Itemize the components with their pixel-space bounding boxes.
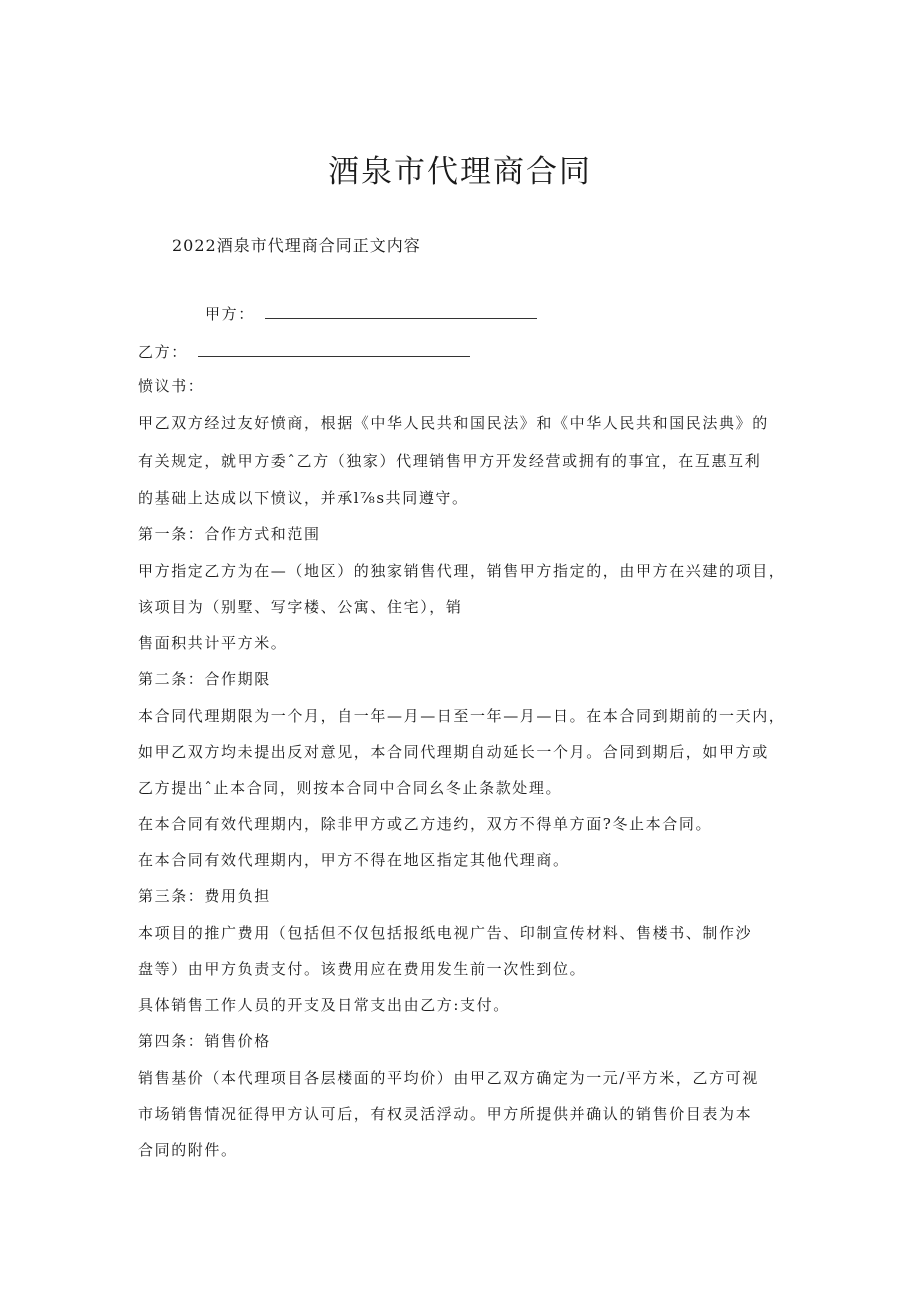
party-a-blank bbox=[265, 304, 537, 319]
body-line: 该项目为（别墅、写字楼、公寓、住宅），销 bbox=[138, 598, 463, 616]
body-line: 有关规定，就甲方委ˆ乙方（独家）代理销售甲方开发经营或拥有的事宜，在互惠互利 bbox=[138, 452, 762, 470]
body-line: 甲乙双方经过友好愤商，根据《中华人民共和国民法》和《中华人民共和国民法典》的 bbox=[138, 414, 769, 432]
body-line: 的基础上达成以下愤议，并承l⅞s共同遵守。 bbox=[138, 489, 469, 507]
body-line: 售面积共计平方米。 bbox=[138, 634, 288, 652]
body-line: 愤议书： bbox=[138, 377, 205, 395]
section-heading: 第三条：费用负担 bbox=[138, 887, 271, 905]
party-a-label: 甲方： bbox=[205, 305, 255, 323]
document-subtitle: 2022酒泉市代理商合同正文内容 bbox=[172, 236, 421, 255]
party-b-label: 乙方： bbox=[138, 343, 188, 361]
body-line: 本项目的推广费用（包括但不仅包括报纸电视广告、印制宣传材料、售楼书、制作沙 bbox=[138, 924, 753, 942]
body-line: 具体销售工作人员的开支及日常支出由乙方:支付。 bbox=[138, 996, 510, 1014]
section-heading: 第二条：合作期限 bbox=[138, 670, 271, 688]
body-line: 市场销售情况征得甲方认可后，有权灵活浮动。甲方所提供并确认的销售价目表为本 bbox=[138, 1105, 753, 1123]
party-a-line bbox=[205, 304, 537, 324]
document-title: 酒泉市代理商合同 bbox=[328, 154, 592, 190]
body-line: 在本合同有效代理期内，甲方不得在地区指定其他代理商。 bbox=[138, 851, 570, 869]
body-line: 合同的附件。 bbox=[138, 1141, 238, 1159]
body-line: 在本合同有效代理期内，除非甲方或乙方违约，双方不得单方面?冬止本合同。 bbox=[138, 815, 713, 833]
body-line: 销售基价（本代理项目各层楼面的平均价）由甲乙双方确定为一元/平方米，乙方可视 bbox=[138, 1069, 759, 1087]
body-line: 本合同代理期限为一个月，自一年—月—日至一年—月—日。在本合同到期前的一天内， bbox=[138, 707, 786, 725]
body-line: 盘等）由甲方负责支付。该费用应在费用发生前一次性到位。 bbox=[138, 960, 587, 978]
section-heading: 第一条：合作方式和范围 bbox=[138, 525, 321, 543]
party-b-line bbox=[138, 342, 470, 362]
body-line: 如甲乙双方均未提出反对意见，本合同代理期自动延长一个月。合同到期后，如甲方或 bbox=[138, 743, 769, 761]
party-b-blank bbox=[198, 342, 470, 357]
body-line: 甲方指定乙方为在—（地区）的独家销售代理，销售甲方指定的，由甲方在兴建的项目， bbox=[138, 562, 786, 580]
section-heading: 第四条：销售价格 bbox=[138, 1032, 271, 1050]
body-line: 乙方提出ˆ止本合同，则按本合同中合同幺冬止条款处理。 bbox=[138, 779, 563, 797]
